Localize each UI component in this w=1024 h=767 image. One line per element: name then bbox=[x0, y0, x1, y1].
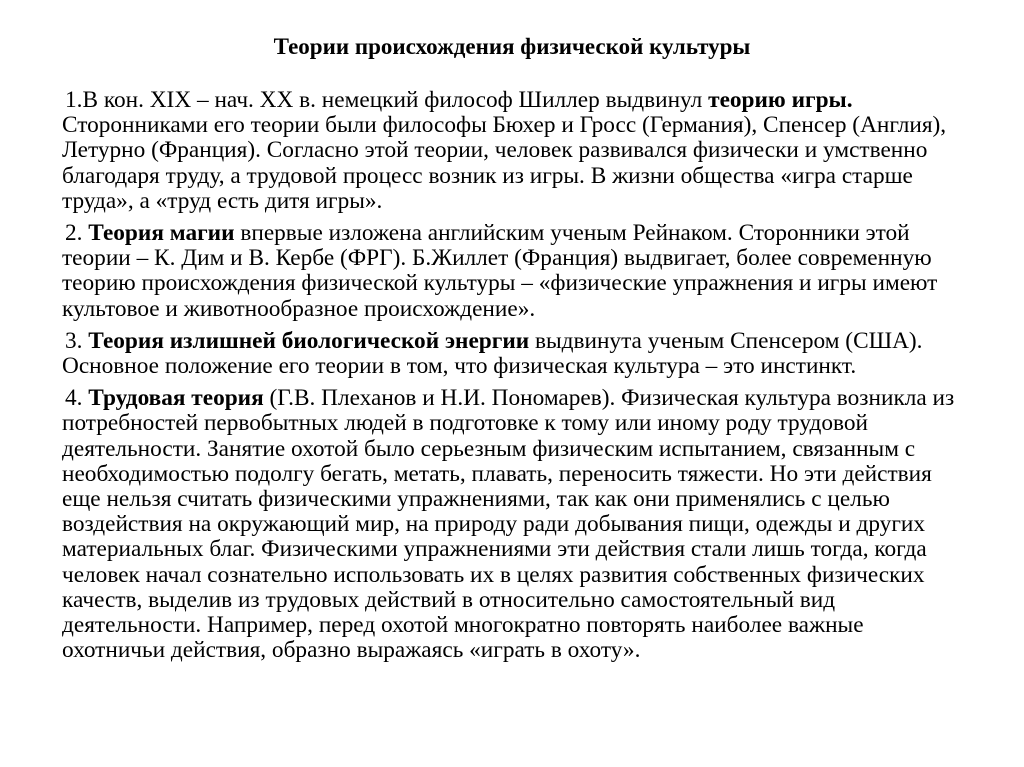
paragraph-labor-theory bbox=[62, 386, 972, 663]
theory-name: Теория магии bbox=[88, 220, 235, 247]
theory-name: Теория излишней биологической энергии bbox=[88, 327, 530, 354]
paragraph-prefix: 1.В кон. XIX – нач. XX в. немецкий философ Шиллер выдвинул bbox=[65, 87, 709, 113]
paragraph-prefix: 2. bbox=[65, 220, 89, 247]
paragraph-text: выдвинута ученым Спенсером (США). Основное положение его теории в том, что физическая культура – это инстинкт. bbox=[62, 327, 923, 380]
paragraph-prefix: 3. bbox=[65, 327, 89, 354]
paragraph-prefix: 4. bbox=[65, 385, 89, 412]
paragraph-play-theory bbox=[62, 88, 972, 214]
theory-name: Трудовая теория bbox=[88, 385, 264, 412]
paragraph-text: (Г.В. Плеханов и Н.И. Пономарев). Физическая культура возникла из потребностей первобытных людей в подготовке к тому или иному роду трудовой деятельности. Занятие охотой было серьезным физическим испытанием, связанным с необходимостью подолгу бегать, метать, плавать, переносить тяжести. Но эти действия еще нельзя считать физическими упражнениями, так как они применялись с целью воздействия на окружающий мир, на природу ради добывания пищи, одежды и других материальных благ. Физическими упражнениями эти действия стали лишь тогда, когда человек начал сознательно использовать их в целях развития собственных физических качеств, выделив из трудовых действий в относительно самостоятельный вид деятельности. Например, перед охотой многократно повторять наиболее важные охотничьи действия, образно выражаясь «играть в охоту». bbox=[62, 385, 955, 664]
paragraph-energy-theory bbox=[62, 329, 972, 379]
theory-name: теорию игры. bbox=[708, 87, 853, 113]
paragraph-text: Сторонниками его теории были философы Бюхер и Гросс (Германия), Спенсер (Англия), Летурно (Франция). Согласно этой теории, человек развивался физически и умственно благодаря труду, а трудовой процесс возник из игры. В жизни общества «игра старше труда», а «труд есть дитя игры». bbox=[62, 112, 947, 214]
slide-title: Теории происхождения физической культуры bbox=[273, 34, 751, 59]
paragraph-magic-theory bbox=[62, 221, 972, 322]
paragraph-text: впервые изложена английским ученым Рейнаком. Сторонники этой теории – К. Дим и В. Кербе (ФРГ). Б.Жиллет (Франция) выдвигает, более современную теорию происхождения физической культуры – «физические упражнения и игры имеют культовое и животнообразное происхождение». bbox=[62, 220, 938, 322]
slide-body bbox=[62, 88, 972, 670]
